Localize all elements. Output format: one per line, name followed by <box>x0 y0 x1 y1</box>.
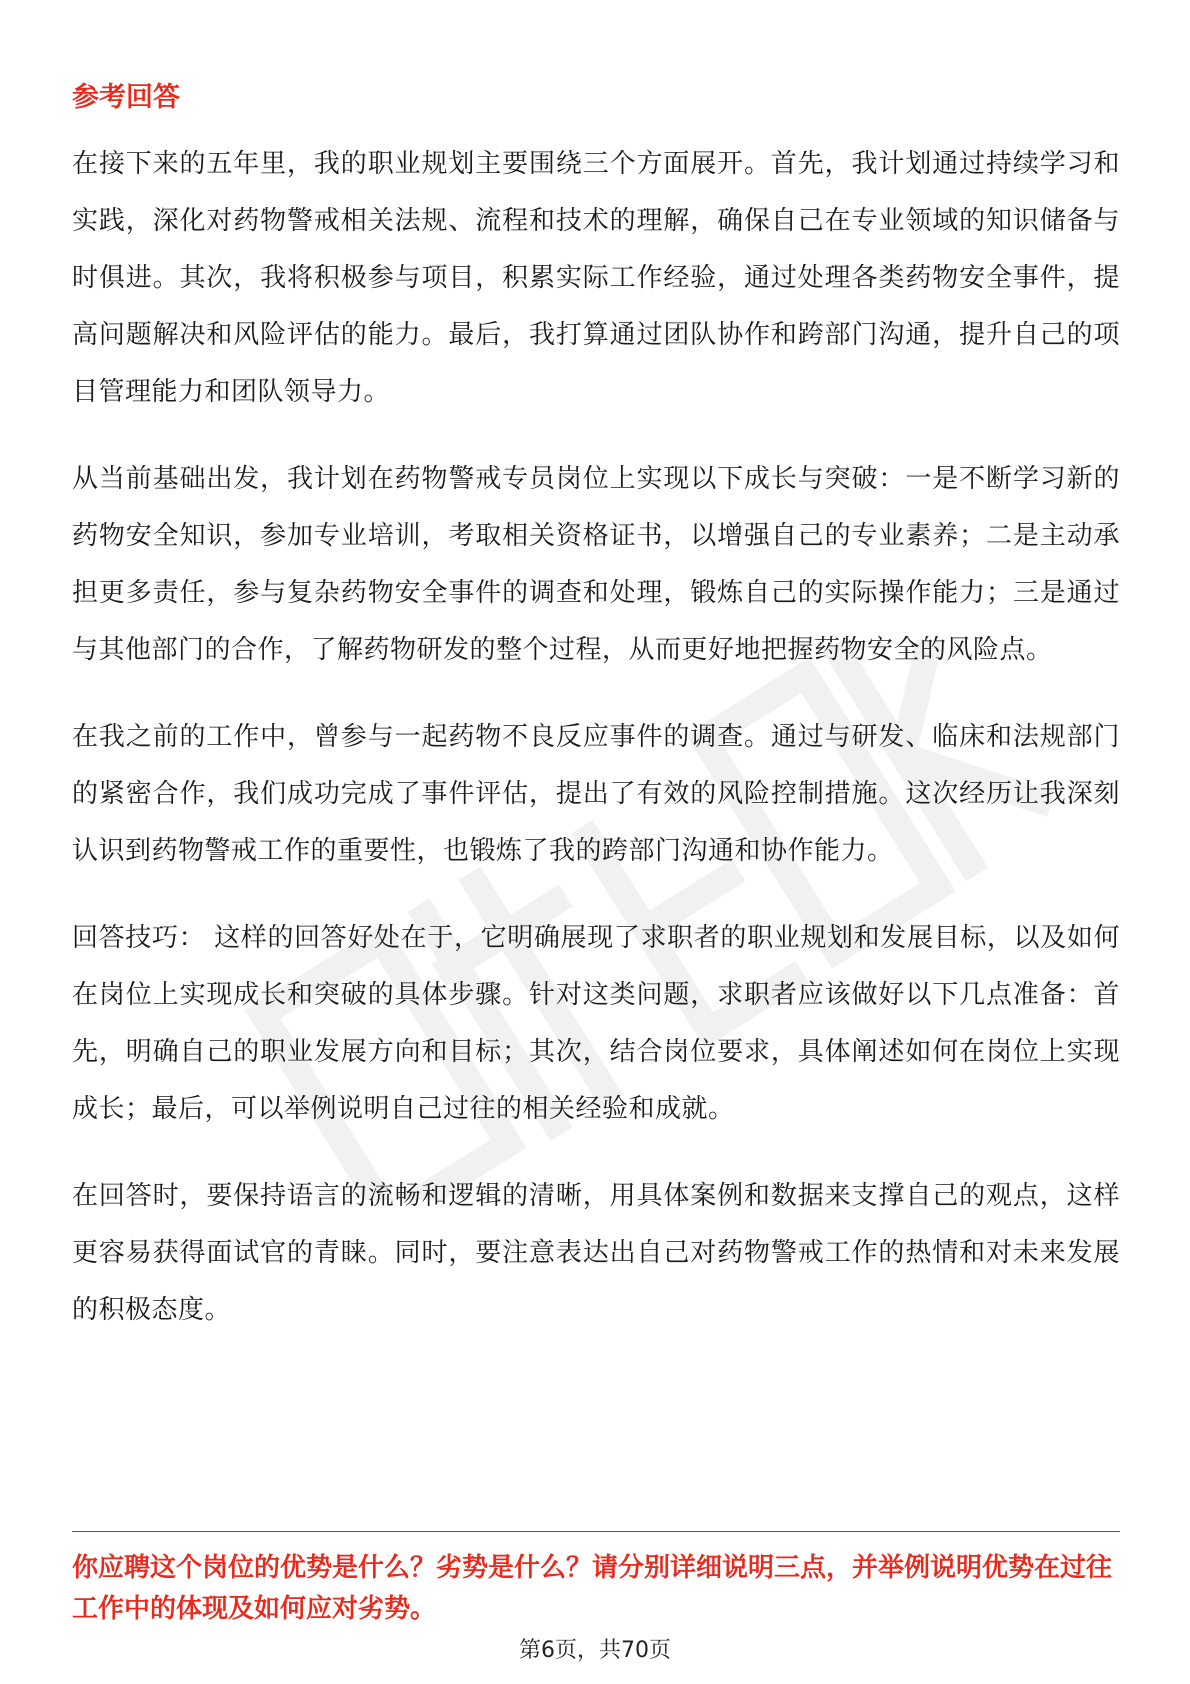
document-body <box>72 78 1120 1369</box>
answer-paragraph-2: 从当前基础出发，我计划在药物警戒专员岗位上实现以下成长与突破：一是不断学习新的药物安全知识，参加专业培训，考取相关资格证书，以增强自己的专业素养；二是主动承担更多责任，参与复杂药物安全事件的调查和处理，锻炼自己的实际操作能力；三是通过与其他部门的合作，了解药物研发的整个过程，从而更好地把握药物安全的风险点。 <box>72 464 1120 665</box>
page-number: 第6页，共70页 <box>519 1638 671 1663</box>
next-question-heading: 你应聘这个岗位的优势是什么？劣势是什么？请分别详细说明三点，并举例说明优势在过往工作中的体现及如何应对劣势。 <box>72 1553 1113 1624</box>
answer-tips-paragraph: 回答技巧： 这样的回答好处在于，它明确展现了求职者的职业规划和发展目标，以及如何在岗位上实现成长和突破的具体步骤。针对这类问题，求职者应该做好以下几点准备：首先，明确自己的职业发展方向和目标；其次，结合岗位要求，具体阐述如何在岗位上实现成长；最后，可以举例说明自己过往的相关经验和成就。 <box>72 923 1120 1124</box>
section-divider <box>72 1531 1120 1532</box>
answer-paragraph-3: 在我之前的工作中，曾参与一起药物不良反应事件的调查。通过与研发、临床和法规部门的紧密合作，我们成功完成了事件评估，提出了有效的风险控制措施。这次经历让我深刻认识到药物警戒工作的重要性，也锻炼了我的跨部门沟通和协作能力。 <box>72 722 1120 866</box>
answer-paragraph-1: 在接下来的五年里，我的职业规划主要围绕三个方面展开。首先，我计划通过持续学习和实践，深化对药物警戒相关法规、流程和技术的理解，确保自己在专业领域的知识储备与时俱进。其次，我将积极参与项目，积累实际工作经验，通过处理各类药物安全事件，提高问题解决和风险评估的能力。最后，我打算通过团队协作和跨部门沟通，提升自己的项目管理能力和团队领导力。 <box>72 149 1120 407</box>
section-title: 参考回答 <box>72 82 180 113</box>
answer-advice-paragraph: 在回答时，要保持语言的流畅和逻辑的清晰，用具体案例和数据来支撑自己的观点，这样更容易获得面试官的青睐。同时，要注意表达出自己对药物警戒工作的热情和对未来发展的积极态度。 <box>72 1181 1120 1325</box>
